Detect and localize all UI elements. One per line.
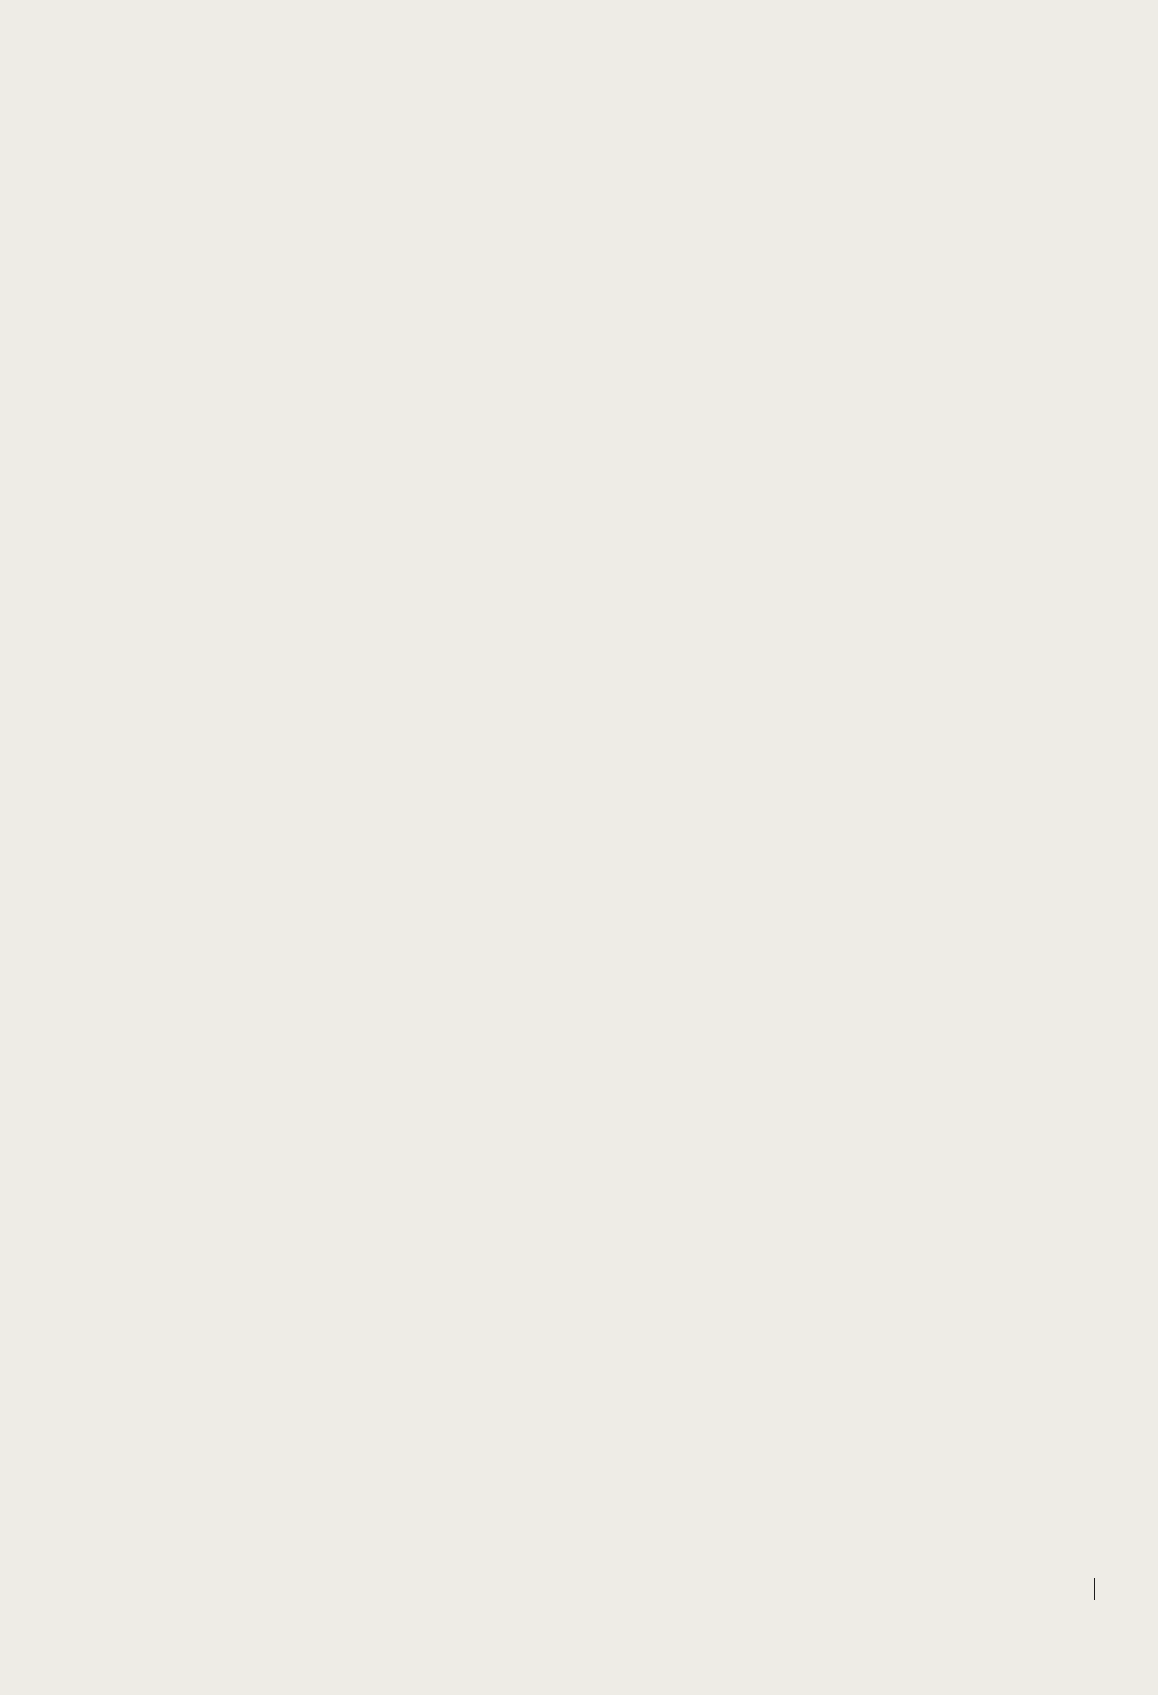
thin-film-overview-diagram bbox=[60, 935, 1120, 1575]
page-footer bbox=[773, 1576, 1103, 1602]
footer-separator bbox=[1094, 1578, 1095, 1600]
